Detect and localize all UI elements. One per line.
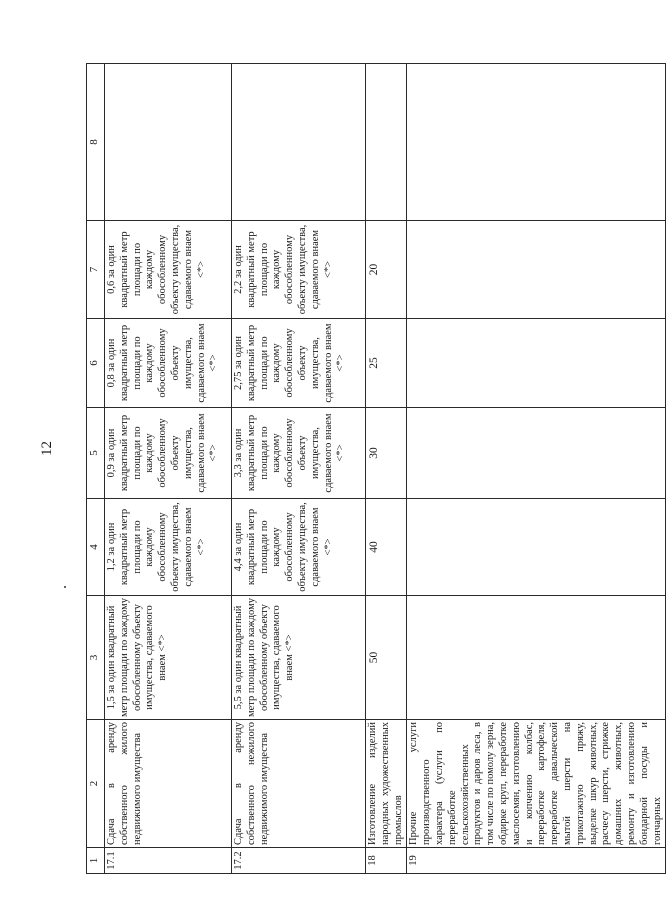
rate-cell: 30: [366, 408, 407, 499]
row-description: Изготовление изделий народных художественных промыслов: [366, 720, 407, 848]
col-header-3: 3: [87, 596, 105, 720]
header-row: [87, 64, 105, 874]
row-description: Сдача в аренду собственного жилого недвижимого имущества: [105, 720, 232, 848]
rate-cell: [105, 64, 232, 221]
rotated-table-container: [86, 64, 663, 874]
col-header-6: 6: [87, 319, 105, 408]
col-header-7: 7: [87, 221, 105, 319]
table-row: [407, 64, 666, 874]
rate-cell: 2,2 за один квадратный метр площади по каждому обособленному объекту имущества, сдаваемого внаем <*>: [232, 221, 366, 319]
rates-table: [86, 63, 666, 874]
col-header-1: 1: [87, 848, 105, 874]
rate-cell: 2,75 за один квадратный метр площади по каждому обособленному объекту имущества, сдаваемого внаем <*>: [232, 319, 366, 408]
col-header-8: 8: [87, 64, 105, 221]
rate-cell: 50: [366, 596, 407, 720]
rate-cell: 40: [366, 499, 407, 596]
scan-speck: [64, 586, 66, 588]
rate-cell: 25: [366, 319, 407, 408]
row-number: 17.2: [232, 848, 366, 874]
rate-cell: [407, 408, 666, 499]
row-description: Сдача в аренду собственного нежилого недвижимого имущества: [232, 720, 366, 848]
table-row: [232, 64, 366, 874]
row-number: 19: [407, 848, 666, 874]
table-row: [105, 64, 232, 874]
rate-cell: 20: [366, 221, 407, 319]
rate-cell: 0,6 за один квадратный метр площади по каждому обособленному объекту имущества, сдаваемого внаем <*>: [105, 221, 232, 319]
rate-cell: [407, 64, 666, 221]
rate-cell: [407, 499, 666, 596]
col-header-5: 5: [87, 408, 105, 499]
page-number: 12: [39, 441, 55, 456]
rate-cell: [232, 64, 366, 221]
rate-cell: [366, 64, 407, 221]
rate-cell: 3,3 за один квадратный метр площади по каждому обособленному объекту имущества, сдаваемого внаем <*>: [232, 408, 366, 499]
rate-cell: [407, 596, 666, 720]
table-row: [366, 64, 407, 874]
rate-cell: 0,8 за один квадратный метр площади по каждому обособленному объекту имущества, сдаваемого внаем <*>: [105, 319, 232, 408]
col-header-4: 4: [87, 499, 105, 596]
rate-cell: 5,5 за один квадратный метр площади по каждому обособленному объекту имущества, сдаваемого внаем <*>: [232, 596, 366, 720]
row-number: 17.1: [105, 848, 232, 874]
rate-cell: 4,4 за один квадратный метр площади по каждому обособленному объекту имущества, сдаваемого внаем <*>: [232, 499, 366, 596]
row-description: Прочие услуги производственного характера (услуги по переработке сельскохозяйственных продуктов и даров леса, в том числе по помолу зерна, обдирке круп, переработке маслосемян, изготовлению и копчению колбас, переработке картофеля, переработке давальческой мытой шерсти на трикотажную пряжу, выделке шкур животных, расчесу шерсти, стрижке домашних животных, ремонту и изготовлению бондарной посуды и гончарных: [407, 720, 666, 848]
rate-cell: 1,2 за один квадратный метр площади по каждому обособленному объекту имущества, сдаваемого внаем <*>: [105, 499, 232, 596]
col-header-2: 2: [87, 720, 105, 848]
rate-cell: 1,5 за один квадратный метр площади по каждому обособленному объекту имущества, сдаваемого внаем <*>: [105, 596, 232, 720]
rate-cell: [407, 221, 666, 319]
rate-cell: 0,9 за один квадратный метр площади по каждому обособленному объекту имущества, сдаваемого внаем <*>: [105, 408, 232, 499]
rate-cell: [407, 319, 666, 408]
row-number: 18: [366, 848, 407, 874]
